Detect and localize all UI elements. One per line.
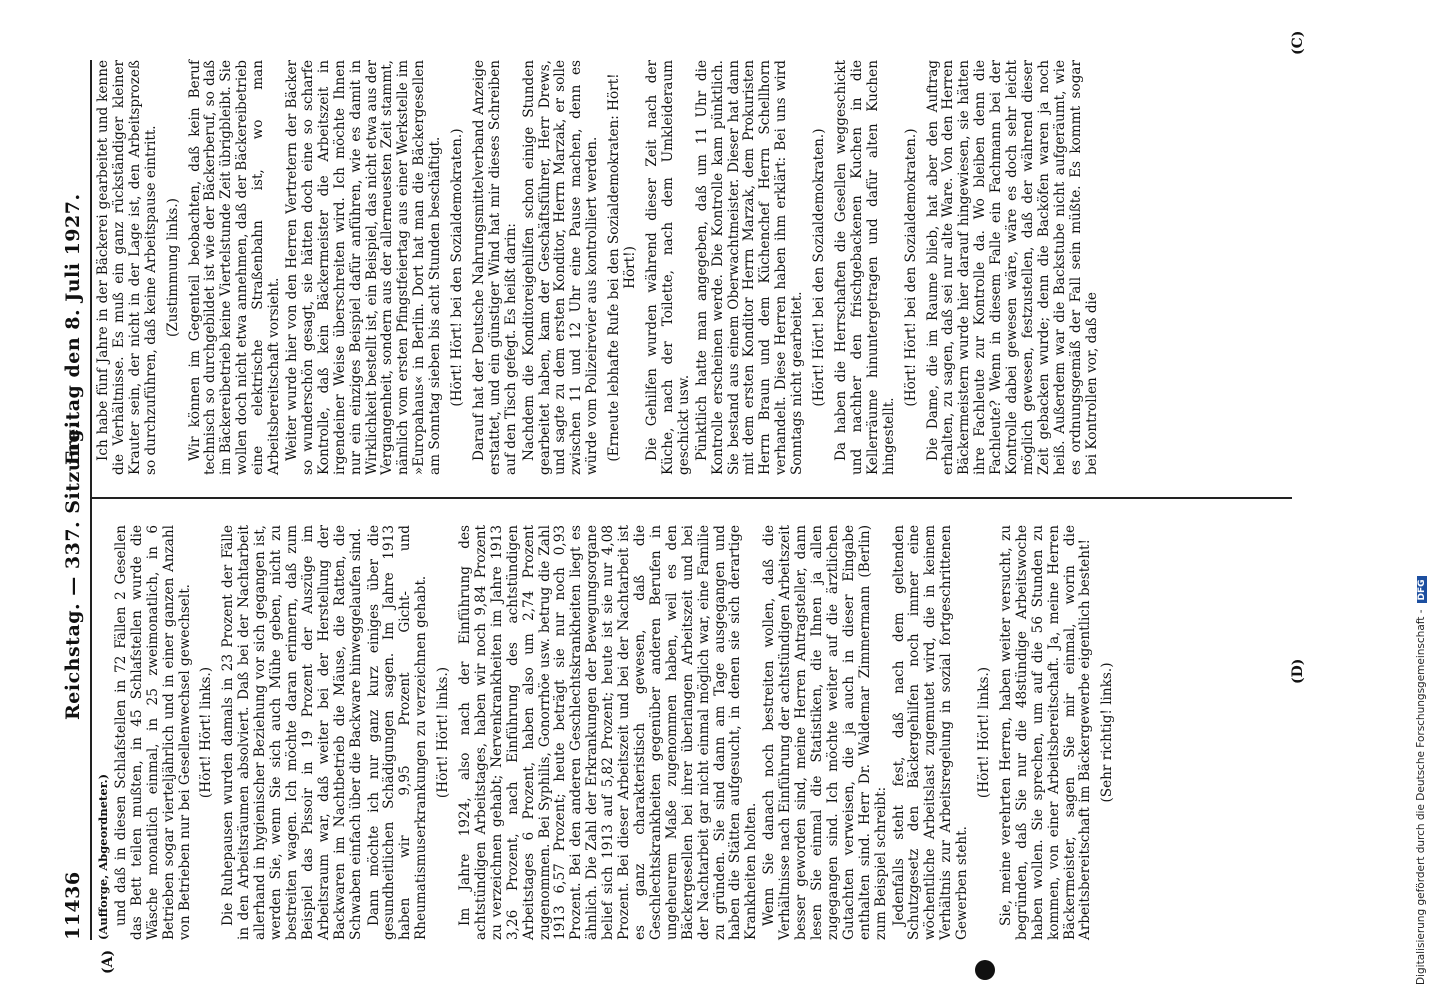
left-paragraph: Sie, meine verehrten Herren, haben weiter versucht, zu begründen, daß Sie nur die 48stündige Arbeitswoche haben wollen. Sie sprechen, um auf die 56 Stunden zu kommen, von einer Arbeitsbereitschaft. Ja, meine Herren Bäckermeister, sagen Sie mir einmal, worin die Arbeitsbereitschaft im Bäckergewerbe eigentlich besteht! — [997, 525, 1094, 940]
left-column — [96, 525, 1122, 940]
margin-mark-a: (A) — [100, 949, 116, 974]
digitization-note — [1415, 15, 1431, 985]
margin-mark-d: (D) — [1290, 658, 1306, 684]
left-paragraph: Im Jahre 1924, also nach der Einführung des achtstündigen Arbeitstages, haben wir noch 9,84 Prozent zu verzeichnen gehabt; Nervenkrankheiten im Jahre 1913 3,26 Prozent, nach Einführung des achtstündigen Arbeitstages 6 Prozent, haben also um 2,74 Prozent zugenommen. Bei Syphilis, Gonorrhöe usw. betrug die Zahl 1913 6,57 Prozent; heute beträgt sie nur noch 0,93 Prozent. Bei den anderen Geschlechtskrankheiten liegt es ähnlich. Die Zahl der Erkrankungen der Bewegungsorgane belief sich 1913 auf 5,82 Prozent; heute ist sie nur 4,08 Prozent. Bei dieser Arbeitszeit und bei der Nachtarbeit ist es ganz charakteristisch gewesen, daß die Geschlechtskrankheiten gegenüber anderen Berufen in ungeheurem Maße zugenommen haben, weil es den Bäckergesellen bei ihrer überlangen Arbeitszeit und bei der Nachtarbeit gar nicht einmal möglich war, eine Familie zu gründen. Sie sind dann am Tage ausgegangen und haben die Stätten aufgesucht, in denen sie sich derartige Krankheiten holten. — [457, 525, 760, 940]
right-quotation: Die Gehilfen wurden während dieser Zeit nach der Küche, nach der Toilette, nach dem Umkleideraum geschickt usw. — [644, 60, 692, 475]
right-quotation: Da haben die Herrschaften die Gesellen weggeschickt und nachher den frischgebackenen Kuchen in die Kellerräume hinuntergetragen und dafür alten Kuchen hingestellt. — [832, 60, 897, 475]
column-divider — [92, 497, 1292, 499]
right-paragraph: Darauf hat der Deutsche Nahrungsmittelverband Anzeige erstattet, und ein günstiger Wind hat mir dieses Schreiben auf den Tisch gefegt. Es heißt darin: — [470, 60, 519, 475]
left-interjection: (Hört! Hört! links.) — [435, 666, 452, 799]
session-date: Freitag den 8. Juli 1927. — [62, 193, 84, 465]
left-interjection: (Sehr richtig! links.) — [1099, 662, 1116, 803]
digitization-note-text: Digitalisierung gefördert durch die Deutsche Forschungsgemeinschaft - — [1415, 609, 1427, 985]
left-paragraph: Die Ruhepausen wurden damals in 23 Prozent der Fälle in den Arbeitsräumen absolviert. Daß bei der Nachtarbeit allerhand in hygienischer Beziehung vor sich gegangen ist, werden Sie, wenn Sie sich auch Mühe geben, nicht zu bestreiten wagen. Ich möchte daran erinnern, daß zum Beispiel das Pissoir in 19 Prozent der Auszüge im Arbeitsraum war, daß weiter bei der Herstellung der Backwaren im Nachtbetrieb die Mäuse, die Ratten, die Schwaben einfach über die Backware hinweggelaufen sind. — [220, 525, 364, 940]
right-quotation: Pünktlich hatte man angegeben, daß um 11 Uhr die Kontrolle erscheinen werde. Die Kontrolle kam pünktlich. Sie bestand aus einem Oberwachtmeister. Dieser hat dann mit dem ersten Konditor Herrn Marzak, dem Prokuristen Herrn Braun und dem Küchenchef Herrn Schellhorn verhandelt. Diese Herren haben ihm erklärt: Bei uns wird Sonntags nicht gearbeitet. — [693, 60, 806, 475]
right-interjection: (Erneute lebhafte Rufe bei den Sozialdemokraten: Hört! Hört!) — [606, 73, 639, 462]
page-header — [60, 60, 90, 940]
margin-mark-c: (C) — [1290, 30, 1306, 55]
left-interjection: (Hört! Hört! links.) — [198, 666, 215, 799]
left-interjection: (Hört! Hört! links.) — [976, 666, 993, 799]
right-paragraph: Wir können im Gegenteil beobachten, daß kein Beruf technisch so durchgebildet ist wie der Bäckerberuf, so daß im Bäckereibetrieb keine Viertelstunde Zeit übrigbleibt. Sie wollen doch nicht etwa annehmen, daß der Bäckereibetrieb eine elektrische Straßenbahn ist, wo man Arbeitsbereitschaft vorsieht. — [186, 60, 283, 475]
right-paragraph: Die Dame, die im Raume blieb, hat aber den Auftrag erhalten, zu sagen, daß sei nur alte Ware. Von den Herren Bäckermeistern wurde hier darauf hingewiesen, sie hätten ihre Fachleute zur Kontrolle da. Wo bleiben denn die Fachleute? Wenn in diesem Falle ein Fachmann bei der Kontrolle dabei gewesen wäre, wäre es doch sehr leicht möglich gewesen, festzustellen, daß der während dieser Zeit gebacken wurde; denn die Backöfen waren ja noch heiß. Außerdem war die Backstube nicht aufgeräumt, wie es ordnungsgemäß der Fall sein müßte. Es kommt sogar bei Kontrollen vor, daß die — [924, 60, 1100, 475]
right-interjection: (Hört! Hört! bei den Sozialdemokraten.) — [811, 128, 828, 407]
right-quotation: Nachdem die Konditoreigehilfen schon einige Stunden gearbeitet haben, kam der Geschäftsführer, Herr Drews, und sagte zu dem ersten Konditor, Herrn Marzak, er solle zwischen 11 und 12 Uhr eine Pause machen, denn es würde vom Polizeirevier aus kontrolliert werden. — [520, 60, 601, 475]
rotated-page — [60, 30, 1315, 974]
left-paragraph: Wenn Sie danach noch bestreiten wollen, daß die Verhältnisse nach Einführung der achtstündigen Arbeitszeit besser geworden sind, meine Herren Antragsteller, dann lesen Sie einmal die Statistiken, die Ihnen ja allen zugegangen sind. Ich möchte weiter auf die ärztlichen Gutachten verweisen, die ja auch in dieser Eingabe enthalten sind. Herr Dr. Waldemar Zimmermann (Berlin) zum Beispiel schreibt: — [761, 525, 889, 940]
right-paragraph: Ich habe fünf Jahre in der Bäckerei gearbeitet und kenne die Verhältnisse. Es muß ein ganz rückständiger kleiner Krauter sein, der nicht in der Lage ist, den Arbeitsprozeß so durchzuführen, daß keine Arbeitspause eintritt. — [95, 60, 159, 475]
left-speaker-label: (Aufforge, Abgeordneter.) — [96, 773, 110, 940]
session-title: Reichstag. — 337. Sitzung. — [62, 421, 84, 720]
right-interjection: (Zustimmung links.) — [164, 198, 181, 337]
right-interjection: (Hört! Hört! bei den Sozialdemokraten.) — [902, 128, 919, 407]
left-paragraph: und daß in diesen Schlafstellen in 72 Fällen 2 Gesellen das Bett teilen mußten, in 45 Schlafstellen wurde die Wäsche monatlich einmal, in 25 zweimonatlich, in 6 Betrieben sogar vierteljährlich und in einer ganzen Anzahl von Betrieben nur bei Gesellenwechsel gewechselt. — [112, 525, 193, 940]
page-number: 11436 — [62, 871, 84, 940]
right-paragraph: Weiter wurde hier von den Herren Vertretern der Bäcker so wunderschön gesagt, sie hätten doch eine so scharfe Kontrolle, daß kein Bäckermeister die Arbeitszeit in irgendeiner Weise überschreiten wird. Ich möchte Ihnen nur ein einziges Beispiel dafür anführen, wie es damit in Wirklichkeit bestellt ist, ein Beispiel, das nicht etwa aus der Vergangenheit, sondern aus der allerneuesten Zeit stammt, nämlich vom ersten Pfingstfeiertag aus einer Werkstelle im »Europahaus« in Berlin. Dort hat man die Bäckergesellen am Sonntag sieben bis acht Stunden beschäftigt. — [283, 60, 444, 475]
left-paragraph: Dann möchte ich nur ganz kurz einiges über die gesundheitlichen Schädigungen sagen. Im Jahre 1913 haben wir 9,95 Prozent Gicht- und Rheumatismuserkrankungen zu verzeichnen gehabt. — [365, 525, 430, 940]
margin-mark-b-seal — [975, 960, 995, 980]
right-column — [96, 60, 1102, 475]
right-interjection: (Hört! Hört! bei den Sozialdemokraten.) — [449, 128, 466, 407]
left-quotation: Jedenfalls steht fest, daß nach dem geltenden Schutzgesetz den Bäckergehilfen noch immer eine wöchentliche Arbeitslast zugemutet wird, die in keinem Verhältnis zur Arbeitsregelung in sozial fortgeschrittenen Gewerben steht. — [890, 525, 971, 940]
header-rule — [90, 60, 92, 940]
dfg-logo: DFG — [1417, 576, 1427, 603]
